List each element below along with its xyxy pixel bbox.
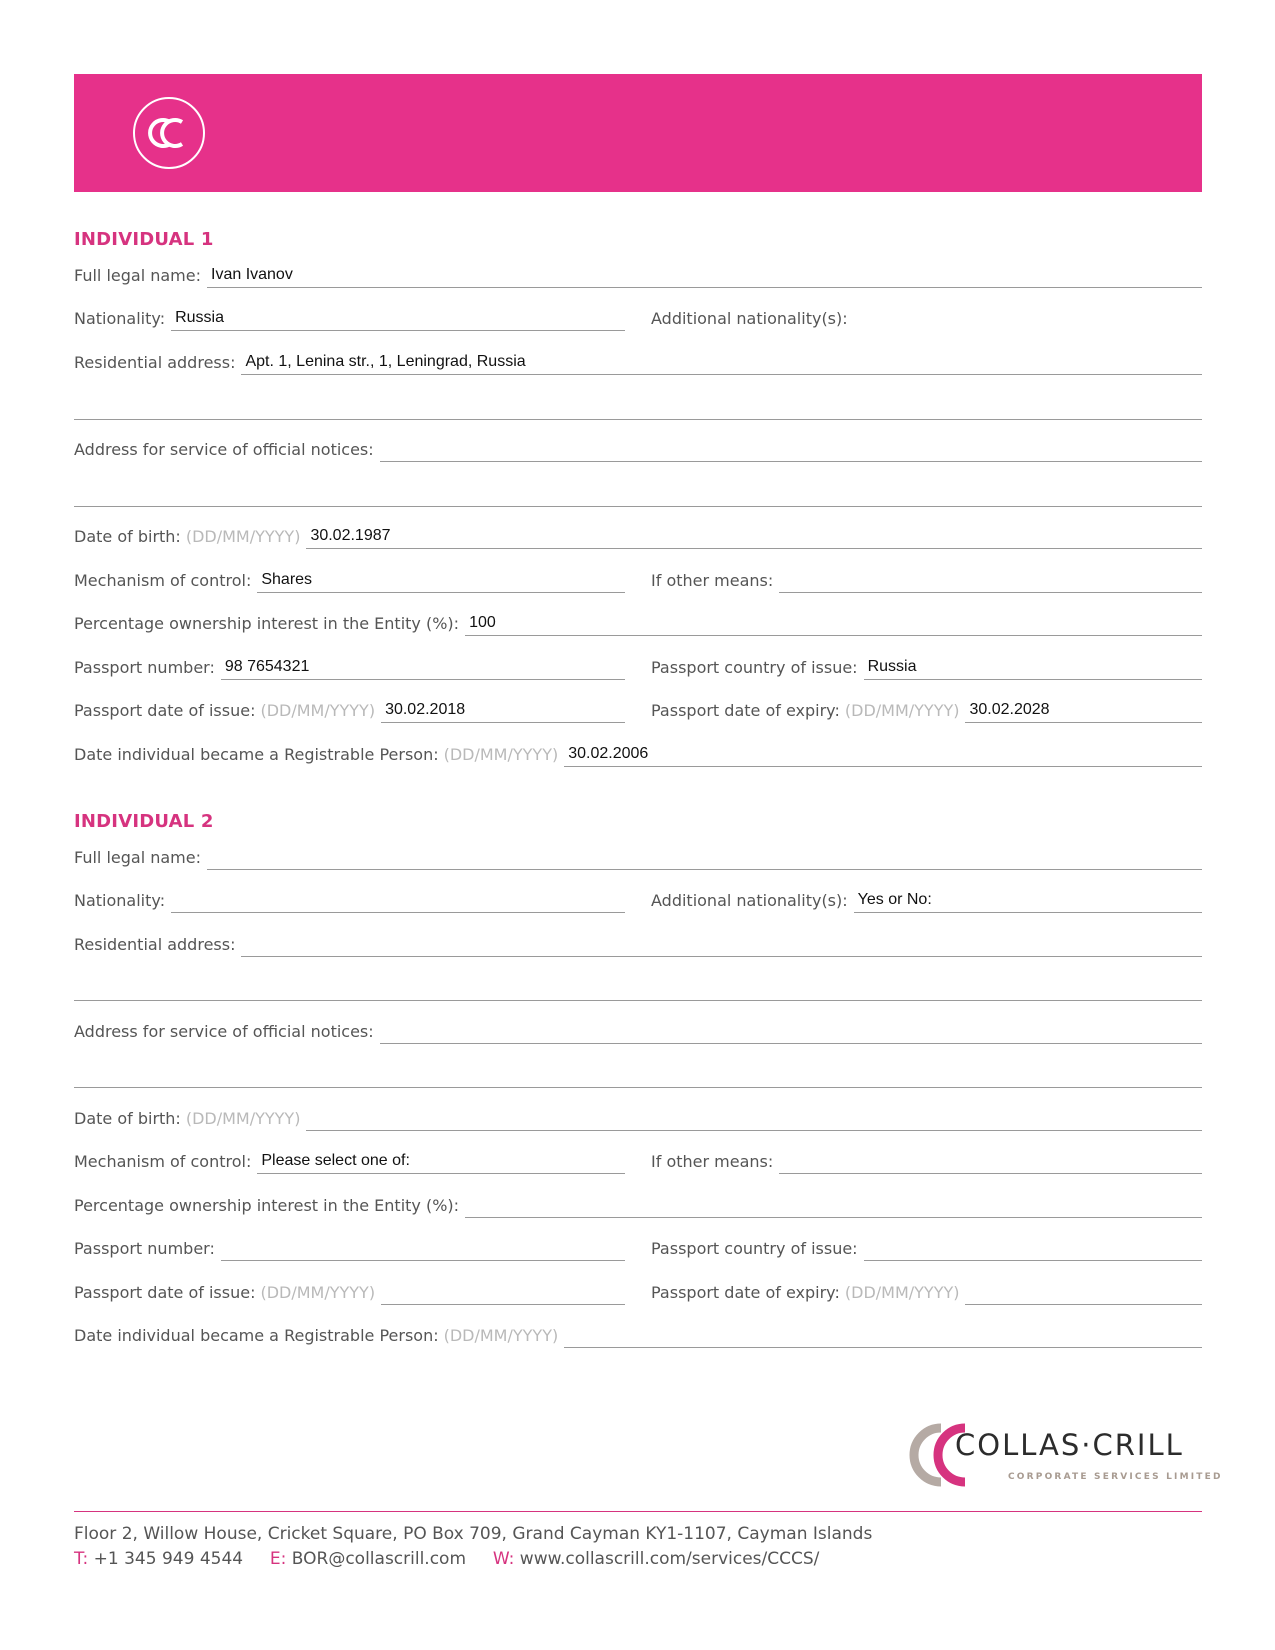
dob-label: Date of birth: <box>74 527 181 546</box>
nationality-input[interactable] <box>171 301 625 331</box>
passport-number-input[interactable] <box>221 1231 625 1261</box>
passport-number-label: Passport number: <box>74 658 215 677</box>
mechanism-label: Mechanism of control: <box>74 1152 252 1171</box>
dob-format-hint: (DD/MM/YYYY) <box>185 527 301 546</box>
service-address-input[interactable] <box>380 1014 1202 1044</box>
phone-number[interactable]: +1 345 949 4544 <box>93 1549 244 1569</box>
web-key: W: <box>492 1549 515 1569</box>
passport-country-value: Russia <box>867 658 917 675</box>
individual-2-passport-country <box>651 1231 1202 1261</box>
individual-2-full-name <box>74 840 1202 870</box>
registrable-label: Date individual became a Registrable Person: <box>74 1326 439 1345</box>
additional-nationality-select[interactable] <box>854 883 1202 913</box>
passport-issue-input[interactable] <box>381 1275 625 1305</box>
residential-address-input[interactable] <box>241 345 1202 375</box>
passport-expiry-value: 30.02.2028 <box>969 701 1050 718</box>
dob-input[interactable] <box>306 519 1202 549</box>
individual-2-service-address <box>74 1014 1202 1044</box>
additional-nationality-label: Additional nationality(s): <box>651 891 848 910</box>
full-name-value: Ivan Ivanov <box>211 266 293 283</box>
passport-number-label: Passport number: <box>74 1239 215 1258</box>
passport-country-input[interactable] <box>864 1231 1202 1261</box>
cc-monogram-icon <box>132 96 206 170</box>
residential-address-label: Residential address: <box>74 935 236 954</box>
individual-1-passport-number <box>74 650 625 680</box>
additional-nationality-label: Additional nationality(s): <box>651 309 848 328</box>
individual-2-ownership <box>74 1188 1202 1218</box>
individual-2-dob <box>74 1101 1202 1131</box>
service-address-input[interactable] <box>380 432 1202 462</box>
individual-1-service-address <box>74 432 1202 462</box>
collas-crill-brand <box>905 1418 1223 1490</box>
individual-2-residential-address <box>74 927 1202 957</box>
passport-country-input[interactable] <box>864 650 1202 680</box>
residential-address-line-2[interactable] <box>74 419 1202 420</box>
mechanism-label: Mechanism of control: <box>74 571 252 590</box>
passport-issue-input[interactable] <box>381 693 625 723</box>
service-address-label: Address for service of official notices: <box>74 1022 374 1041</box>
dob-value: 30.02.1987 <box>310 527 391 544</box>
other-means-label: If other means: <box>651 571 774 590</box>
full-name-input[interactable] <box>207 840 1202 870</box>
residential-address-input[interactable] <box>241 927 1202 957</box>
registrable-value: 30.02.2006 <box>568 745 649 762</box>
registrable-input[interactable] <box>564 1318 1202 1348</box>
footer-address: Floor 2, Willow House, Cricket Square, PO Box 709, Grand Cayman KY1-1107, Cayman Islands <box>74 1524 873 1544</box>
individual-2-registrable-date <box>74 1318 1202 1348</box>
individual-1-nationality <box>74 301 625 331</box>
other-means-label: If other means: <box>651 1152 774 1171</box>
nationality-input[interactable] <box>171 883 625 913</box>
additional-nationality-value: Yes or No: <box>857 891 932 908</box>
nationality-value: Russia <box>175 309 224 326</box>
individual-2-passport-expiry <box>651 1275 1202 1305</box>
mechanism-value: Shares <box>261 571 313 588</box>
passport-issue-hint: (DD/MM/YYYY) <box>260 1283 376 1302</box>
mechanism-select[interactable] <box>257 1144 625 1174</box>
individual-1-registrable-date <box>74 737 1202 767</box>
individual-1-additional-nationality <box>651 301 1202 331</box>
individual-1-other-means <box>651 563 1202 593</box>
dob-format-hint: (DD/MM/YYYY) <box>185 1109 301 1128</box>
service-address-line-2[interactable] <box>74 1087 1202 1088</box>
passport-expiry-input[interactable] <box>965 1275 1202 1305</box>
individual-2-title: INDIVIDUAL 2 <box>74 811 214 832</box>
email-key: E: <box>269 1549 287 1569</box>
ownership-input[interactable] <box>465 606 1202 636</box>
passport-country-label: Passport country of issue: <box>651 658 858 677</box>
header-banner <box>74 74 1202 192</box>
brand-name: COLLAS·CRILL <box>955 1428 1184 1462</box>
individual-1-passport-issue <box>74 693 625 723</box>
phone-key: T: <box>74 1549 89 1569</box>
individual-1-title: INDIVIDUAL 1 <box>74 229 214 250</box>
web-link[interactable]: www.collascrill.com/services/CCCS/ <box>519 1549 820 1569</box>
individual-2-other-means <box>651 1144 1202 1174</box>
individual-2-additional-nationality <box>651 883 1202 913</box>
nationality-label: Nationality: <box>74 309 166 328</box>
dob-input[interactable] <box>306 1101 1202 1131</box>
footer-contact <box>74 1549 819 1569</box>
ownership-input[interactable] <box>465 1188 1202 1218</box>
passport-number-input[interactable] <box>221 650 625 680</box>
passport-issue-hint: (DD/MM/YYYY) <box>260 701 376 720</box>
nationality-label: Nationality: <box>74 891 166 910</box>
passport-expiry-hint: (DD/MM/YYYY) <box>844 1283 960 1302</box>
full-name-label: Full legal name: <box>74 848 201 867</box>
individual-1-residential-address <box>74 345 1202 375</box>
registrable-input[interactable] <box>564 737 1202 767</box>
full-name-label: Full legal name: <box>74 266 201 285</box>
individual-2-passport-number <box>74 1231 625 1261</box>
residential-address-line-2[interactable] <box>74 1000 1202 1001</box>
passport-number-value: 98 7654321 <box>224 658 310 675</box>
ownership-value: 100 <box>469 614 496 631</box>
footer-divider <box>74 1511 1202 1512</box>
passport-issue-label: Passport date of issue: <box>74 701 256 720</box>
individual-1-passport-country <box>651 650 1202 680</box>
full-name-input[interactable] <box>207 258 1202 288</box>
residential-address-label: Residential address: <box>74 353 236 372</box>
additional-nationality-input[interactable] <box>854 301 1202 331</box>
residential-address-value: Apt. 1, Lenina str., 1, Leningrad, Russia <box>245 353 526 370</box>
service-address-line-2[interactable] <box>74 506 1202 507</box>
individual-1-passport-expiry <box>651 693 1202 723</box>
individual-2-mechanism <box>74 1144 625 1174</box>
individual-1-dob <box>74 519 1202 549</box>
individual-1-mechanism <box>74 563 625 593</box>
passport-country-label: Passport country of issue: <box>651 1239 858 1258</box>
passport-issue-value: 30.02.2018 <box>385 701 466 718</box>
passport-expiry-input[interactable] <box>965 693 1202 723</box>
individual-2-passport-issue <box>74 1275 625 1305</box>
passport-expiry-label: Passport date of expiry: <box>651 1283 840 1302</box>
ownership-label: Percentage ownership interest in the Entity (%): <box>74 1196 460 1215</box>
ownership-label: Percentage ownership interest in the Entity (%): <box>74 614 460 633</box>
passport-expiry-hint: (DD/MM/YYYY) <box>844 701 960 720</box>
dob-label: Date of birth: <box>74 1109 181 1128</box>
passport-issue-label: Passport date of issue: <box>74 1283 256 1302</box>
mechanism-value: Please select one of: <box>261 1152 410 1169</box>
mechanism-select[interactable] <box>257 563 625 593</box>
registrable-label: Date individual became a Registrable Person: <box>74 745 439 764</box>
brand-subtitle: CORPORATE SERVICES LIMITED <box>1008 1472 1223 1482</box>
service-address-label: Address for service of official notices: <box>74 440 374 459</box>
registrable-hint: (DD/MM/YYYY) <box>443 1326 559 1345</box>
email-link[interactable]: BOR@collascrill.com <box>291 1549 467 1569</box>
registrable-hint: (DD/MM/YYYY) <box>443 745 559 764</box>
other-means-input[interactable] <box>779 1144 1202 1174</box>
individual-1-full-name <box>74 258 1202 288</box>
individual-2-nationality <box>74 883 625 913</box>
passport-expiry-label: Passport date of expiry: <box>651 701 840 720</box>
individual-1-ownership <box>74 606 1202 636</box>
other-means-input[interactable] <box>779 563 1202 593</box>
